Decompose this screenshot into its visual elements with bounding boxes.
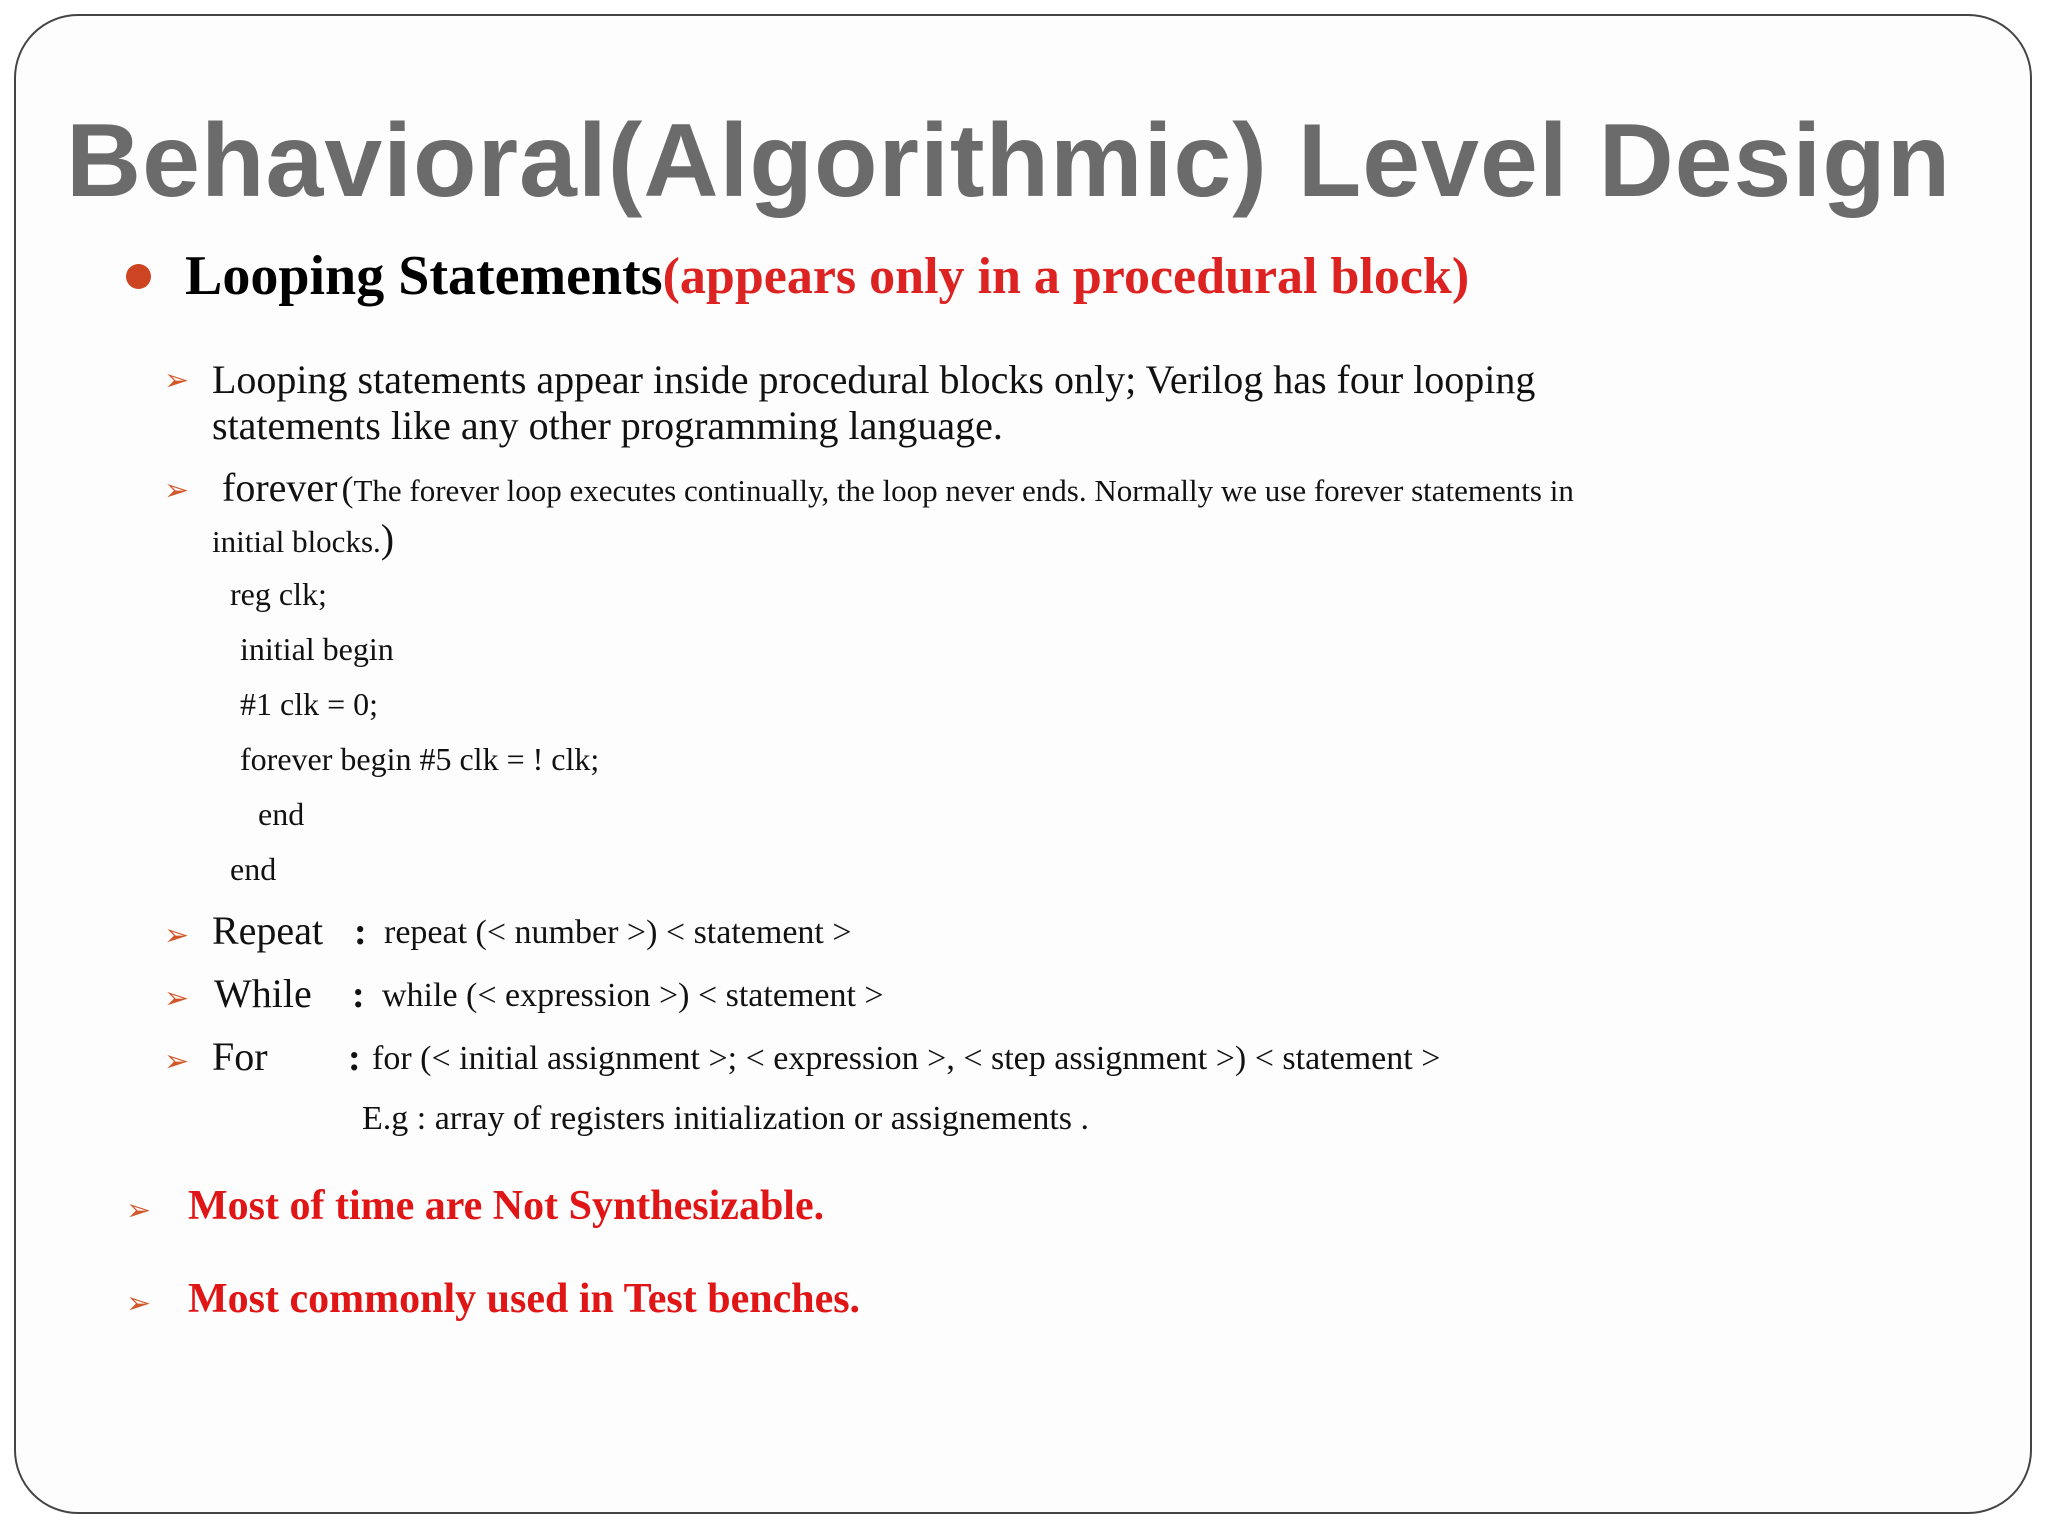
loop-name-repeat: Repeat	[212, 908, 324, 953]
loop-name-for: For	[212, 1034, 268, 1079]
main-bullet-label: Looping Statements	[185, 245, 663, 307]
forever-line-1	[222, 464, 1574, 511]
code-line: #1 clk = 0;	[240, 686, 379, 722]
code-line: forever begin #5 clk = ! clk;	[240, 741, 600, 777]
code-line: end	[258, 796, 305, 832]
code-line: end	[230, 851, 277, 887]
code-line: reg clk;	[230, 576, 327, 612]
loop-name-while: While	[214, 971, 312, 1016]
loop-syntax-repeat: repeat (< number >) < statement >	[384, 914, 852, 951]
loop-colon: :	[354, 911, 367, 953]
loop-syntax-while: while (< expression >) < statement >	[382, 977, 884, 1014]
arrow-bullet-icon: ➢	[164, 1044, 190, 1079]
forever-desc-2: initial blocks.	[212, 524, 381, 559]
forever-open-paren: (	[341, 469, 354, 509]
forever-keyword: forever	[222, 465, 338, 510]
arrow-bullet-icon: ➢	[126, 1193, 152, 1228]
arrow-bullet-icon: ➢	[164, 363, 190, 398]
forever-line-2	[212, 515, 394, 562]
main-bullet	[126, 244, 1469, 308]
loop-syntax-for: for (< initial assignment >; < expression >, < step assignment >) < statement >	[372, 1040, 1441, 1077]
code-line: initial begin	[240, 631, 394, 667]
arrow-bullet-icon: ➢	[164, 473, 190, 508]
intro-line-1: Looping statements appear inside procedural blocks only; Verilog has four looping	[212, 357, 1536, 402]
bullet-dot-icon	[126, 264, 151, 289]
note-test-benches: Most commonly used in Test benches.	[188, 1276, 861, 1322]
example-text: E.g : array of registers initialization or assignements .	[362, 1100, 1090, 1137]
arrow-bullet-icon: ➢	[126, 1286, 152, 1321]
arrow-bullet-icon: ➢	[164, 981, 190, 1016]
loop-colon: :	[348, 1037, 361, 1079]
forever-desc-1: The forever loop executes continually, the loop never ends. Normally we use forever statements in	[353, 473, 1574, 508]
arrow-bullet-icon: ➢	[164, 918, 190, 953]
intro-line-2: statements like any other programming language.	[212, 403, 1003, 448]
loop-colon: :	[352, 974, 365, 1016]
forever-close-paren: )	[380, 516, 395, 561]
slide-title: Behavioral(Algorithmic) Level Design	[66, 103, 1952, 219]
main-bullet-note: (appears only in a procedural block)	[662, 247, 1470, 305]
note-not-synthesizable: Most of time are Not Synthesizable.	[188, 1183, 825, 1229]
